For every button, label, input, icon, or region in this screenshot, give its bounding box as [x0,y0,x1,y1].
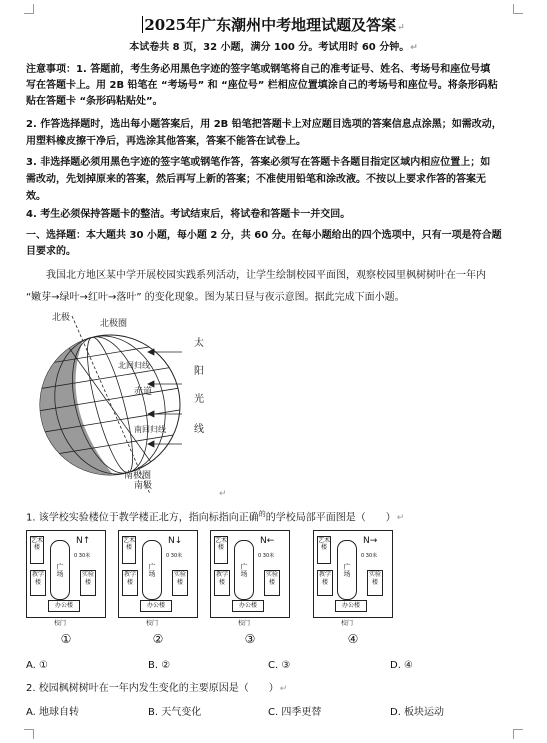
notice-line: 目要求的。 [26,246,76,257]
title-text: 2025年广东潮州中考地理试题及答案 [144,16,397,34]
office-building: 办公楼 [232,600,264,612]
map-number: ① [60,632,72,646]
sunlight-label: 线 [194,424,204,435]
answer-option[interactable]: C. ③ [268,660,291,671]
campus-map [313,530,391,627]
south-pole-label: 南极 [134,481,153,491]
lab-building: 实验楼 [172,570,188,596]
campus-map [210,530,288,627]
map-scale: 0 30米 [361,553,378,559]
art-building: 艺术楼 [317,536,331,564]
answer-option[interactable]: A. 地球自转 [26,707,80,718]
passage-line: 我国北方地区某中学开展校园实践系列活动，让学生绘制校园平面图，观察校园里枫树树叶在一年内 [46,270,486,281]
notice-line: 4. 考生必须保持答题卡的整洁。考试结束后，将试卷和答题卡一并交回。 [26,209,351,220]
school-gate: 校门 [146,620,159,627]
north-arrow: N↑ [76,536,91,546]
office-building: 办公楼 [48,600,80,612]
answer-option[interactable]: B. 天气变化 [148,707,202,718]
art-building: 艺术楼 [122,536,136,564]
notice-line: 贴在答题卡 “条形码粘贴处”。 [26,96,163,107]
art-building: 艺术楼 [214,536,228,564]
notice-line: 注意事项：1. 答题前，考生务必用黑色字迹的签字笔或钢笔将自己的准考证号、姓名、考场号和座位号填 [26,64,491,75]
campus-map [26,530,104,627]
north-arrow: N↓ [168,536,183,546]
tropic-capricorn-label: 南回归线 [134,425,166,434]
notice-line: 2. 作答选择题时，选出每小题答案后，用 2B 铅笔把答题卡上对应题目选项的答案信息点涂黑；如需改动， [26,119,502,130]
campus-map [118,530,196,627]
office-building: 办公楼 [335,600,367,612]
school-gate: 校门 [341,620,354,627]
teaching-building: 教学楼 [30,570,46,596]
map-scale: 0 30米 [258,553,275,559]
page-corner-mark [24,4,34,14]
teaching-building: 教学楼 [122,570,138,596]
notice-line: 效。 [26,191,46,202]
lab-building: 实验楼 [264,570,280,596]
office-building: 办公楼 [140,600,172,612]
square: 广场 [50,540,70,600]
notice-line: 需改动，先划掉原来的答案，然后再写上新的答案；不准使用铅笔和涂改液。不按以上要求作答的答案无 [26,174,486,185]
notice-line: 3. 非选择题必须用黑色字迹的签字笔或钢笔作答，答案必须写在答题卡各题目指定区域内相应位置上；如 [26,157,491,168]
answer-option[interactable]: C. 四季更替 [268,707,322,718]
equator-label: 赤道 [134,387,153,397]
page-corner-mark [24,729,34,739]
square: 广场 [142,540,162,600]
notice-line: 写在答题卡上。用 2B 铅笔在 “考场号” 和 “座位号” 栏相应位置填涂自己的考场号和座位号。将条形码粘 [26,80,498,91]
map-number: ② [152,632,164,646]
north-pole-label: 北极 [52,313,71,323]
square: 广场 [234,540,254,600]
square: 广场 [337,540,357,600]
passage-line: “嫩芽→绿叶→红叶→落叶” 的变化现象。图为某日昼与夜示意图。据此完成下面小题。 [26,292,405,303]
arctic-circle-label: 北极圈 [100,319,128,329]
north-arrow: N→ [363,536,378,546]
map-number: ③ [244,632,256,646]
page-corner-mark [513,4,523,14]
art-building: 艺术楼 [30,536,44,564]
north-arrow: N← [260,536,275,546]
sunlight-label: 阳 [194,366,204,377]
answer-option[interactable]: A. ① [26,660,48,671]
question-1-stem: 1. 该学校实验楼位于教学楼正北方，指向标指向正确$^的$的学校局部平面图是（ ）↵ [26,510,405,524]
page-corner-mark [513,729,523,739]
teaching-building: 教学楼 [317,570,333,596]
school-gate: 校门 [238,620,251,627]
antarctic-circle-label: 南极圈 [124,471,152,481]
document-title: 2025年广东潮州中考地理试题及答案↵ [144,16,405,34]
answer-option[interactable]: B. ② [148,660,171,671]
school-gate: 校门 [54,620,67,627]
map-number: ④ [347,632,359,646]
lab-building: 实验楼 [80,570,96,596]
answer-option[interactable]: D. ④ [390,660,414,671]
notice-line: 一、选择题：本大题共 30 小题，每小题 2 分，共 60 分。在每小题给出的四个选项中，只有一项是符合题 [26,230,502,241]
teaching-building: 教学楼 [214,570,230,596]
question-2-stem: 2. 校园枫树树叶在一年内发生变化的主要原因是（ ）↵ [26,683,288,694]
sunlight-label: 光 [194,394,204,405]
day-night-globe-diagram [22,308,232,493]
tropic-cancer-label: 北回归线 [118,361,150,370]
notice-line: 用塑料橡皮擦干净后，再选涂其他答案，答案不能答在试卷上。 [26,136,306,147]
exam-info: 本试卷共 8 页，32 小题，满分 100 分。考试用时 60 分钟。↵ [129,42,418,53]
map-scale: 0 30米 [74,553,91,559]
sunlight-label: 太 [194,338,204,349]
map-scale: 0 30米 [166,553,183,559]
answer-option[interactable]: D. 板块运动 [390,707,445,718]
lab-building: 实验楼 [367,570,383,596]
